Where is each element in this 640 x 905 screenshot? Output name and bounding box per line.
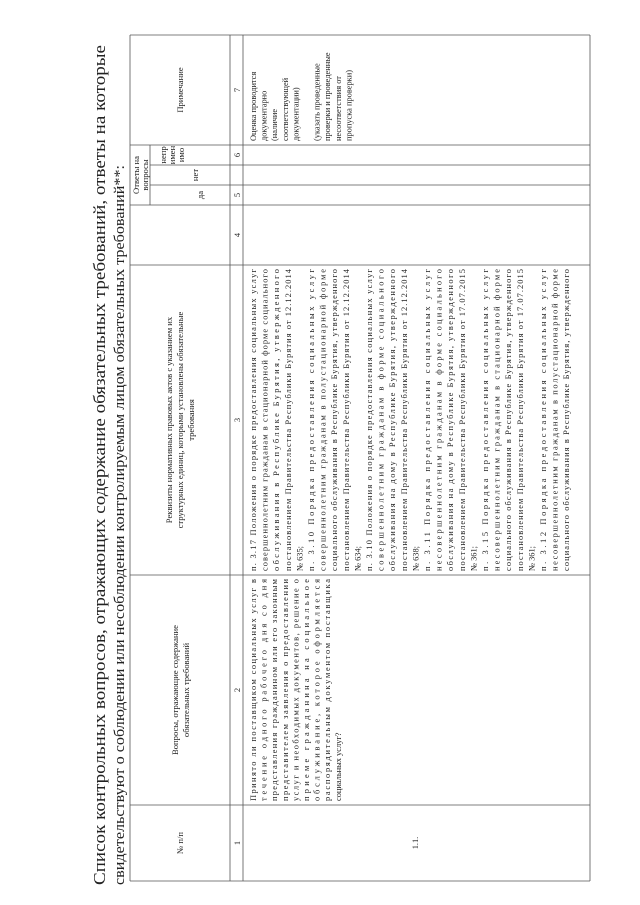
note-line: (наличие (270, 108, 280, 141)
requisites-line: обслуживания в Республике Бурятия, утвержденного (272, 269, 282, 571)
requisites-line: социального обслуживания в Республике Бурятия, утвержденного (562, 269, 572, 571)
document-title: Список контрольных вопросов, отражающих содержание обязательных требований, ответы на которые (90, 135, 109, 885)
header-questions-line-2: обязательных требований (181, 642, 191, 738)
requisites-line: № 361; (527, 546, 537, 571)
note-line: несоответствия от (333, 76, 343, 141)
requisites-cell (249, 268, 571, 571)
requisites-line: постановлением Правительства Республики Бурятия от 17.07.2015 (515, 269, 525, 571)
document-subtitle: свидетельствуют о соблюдении или несоблюдении контролируемым лицом обязательных требований**: (112, 237, 128, 885)
question-cell (249, 578, 343, 801)
column-number-1: 1 (233, 840, 242, 846)
question-line: социальных услуг? (333, 732, 343, 801)
note-line: документарно (259, 90, 269, 141)
question-line: обслуживание, которое оформляется (312, 579, 322, 801)
column-number-7: 7 (233, 87, 242, 93)
requisites-line: № 361; (469, 546, 479, 571)
landscape-content (90, 35, 590, 885)
question-line: Принято ли поставщиком социальных услуг в (249, 579, 258, 801)
header-answers-line-1: Ответы на (131, 156, 141, 194)
question-line: представления гражданином или его законным (270, 579, 280, 801)
header-requisites-line-3: требования (186, 399, 196, 441)
requisites-line: постановлением Правительства Республики Бурятия от 12.12.2014 (399, 269, 409, 571)
question-line: приеме гражданина на социальное (302, 579, 311, 801)
requisites-line: обслуживания на дому в Республике Бурятия, утвержденного (388, 269, 398, 571)
requisites-line: № 635; (295, 546, 305, 571)
requisites-line: несовершеннолетним гражданам в полустационарной форме (550, 269, 560, 571)
note-line: Оценка проводится (249, 71, 258, 141)
requisites-line: п. 3.10 Порядка предоставления социальных услуг (307, 268, 316, 571)
header-answers-line-2: вопросы (140, 159, 150, 191)
requisites-line: п. 3.15 Порядка предоставления социальных услуг (481, 268, 490, 571)
header-na-line-1: непр (158, 146, 168, 164)
question-line: представителем заявления о предоставлении (280, 579, 290, 801)
question-line: течение одного рабочего дня со дня (259, 579, 269, 801)
note-line: проверки и проведенные (323, 52, 333, 141)
header-note: Примечание (175, 67, 185, 113)
header-questions-line-1: Вопросы, отражающие содержание (170, 625, 180, 755)
requisites-line: совершеннолетним гражданам в форме социального (376, 268, 386, 571)
question-line: услуг и необходимых документов, решение о (291, 579, 301, 801)
requisites-line: совершеннолетним гражданам в стационарной форме социального (260, 269, 270, 571)
requisites-line: постановлением Правительства Республики Бурятия от 12.12.2014 (283, 269, 293, 571)
note-line: соответствующей (280, 77, 290, 141)
note-line: (указать проведенные (312, 63, 322, 141)
header-na-line-3: имо (176, 147, 186, 163)
requisites-line: несовершеннолетним гражданам в стационарной форме (492, 269, 502, 571)
requisites-line: п. 3.12 Порядка предоставления социальных услуг (539, 268, 548, 571)
requisites-line: п. 3.10 Положения о порядке предоставления социальных услуг (365, 269, 374, 571)
question-line: распорядительным документом поставщика (323, 579, 333, 801)
note-line: документации) (291, 87, 301, 141)
requisites-line: обслуживания на дому в Республике Бурятия, утвержденного (446, 269, 456, 571)
header-number: № п/п (175, 832, 185, 854)
requisites-line: постановлением Правительства Республики Бурятия от 17.07.2015 (457, 269, 467, 571)
header-requisites-line-1: Реквизиты нормативных правовых актов с указанием их (164, 316, 174, 524)
note-line: пропуска проверки) (344, 69, 354, 141)
requisites-line: социального обслуживания в Республике Бурятия, утвержденного (330, 269, 340, 571)
requisites-line: совершеннолетним гражданам в полустационарной форме (318, 268, 328, 571)
header-yes: да (195, 190, 205, 200)
requisites-line: № 634; (353, 546, 363, 571)
column-number-5: 5 (233, 192, 242, 198)
header-na-line-2: имен (167, 145, 177, 165)
requisites-line: № 638; (411, 546, 421, 571)
header-requisites-line-2: структурных единиц, которыми установлены обязательные (175, 311, 185, 529)
column-number-2: 2 (233, 687, 242, 693)
column-number-6: 6 (233, 152, 242, 158)
requisites-line: несовершеннолетним гражданам в форме социального (434, 269, 444, 571)
note-cell (249, 52, 353, 141)
header-no: нет (190, 168, 200, 182)
column-number-4: 4 (233, 232, 242, 238)
requisites-line: п. 3.11 Порядка предоставления социальных услуг (423, 269, 432, 571)
row-number: 1.1. (411, 836, 420, 850)
requisites-line: п. 3.17 Положения о порядке предоставления социальных услуг (249, 269, 258, 571)
column-number-3: 3 (233, 417, 242, 423)
requisites-line: социального обслуживания в Республике Бурятия, утвержденного (504, 269, 514, 571)
requisites-line: постановлением Правительства Республики Бурятия от 12.12.2014 (341, 269, 351, 571)
